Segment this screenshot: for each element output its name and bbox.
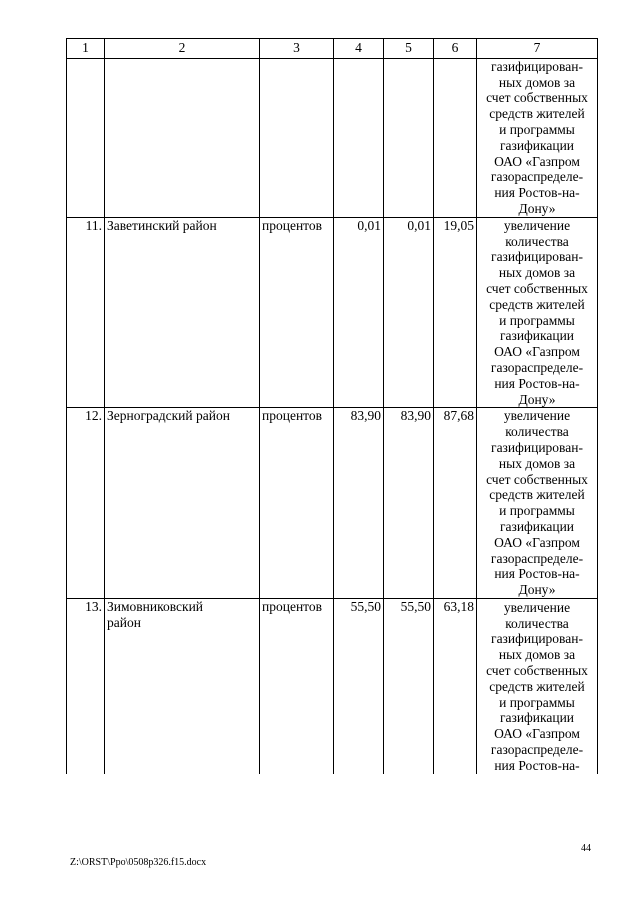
unit-cell: процентов — [260, 598, 334, 773]
note-line: и программы — [499, 121, 575, 137]
empty-cell — [67, 58, 105, 217]
header-cell: 6 — [434, 39, 477, 59]
district-name — [105, 408, 260, 599]
indicator-table — [66, 38, 598, 774]
header-cell: 5 — [384, 39, 434, 59]
note-line: увеличение — [503, 599, 571, 615]
note-line: газифицирован- — [491, 439, 583, 455]
note-line: ния Ростов-на- — [494, 185, 580, 201]
note-line: счет собственных — [486, 471, 588, 487]
empty-cell — [384, 58, 434, 217]
value-col4: 83,90 — [334, 408, 384, 599]
value-col6: 87,68 — [434, 408, 477, 599]
note-line: счет собственных — [486, 663, 588, 679]
note-line: газораспределе- — [490, 169, 584, 185]
empty-cell — [434, 58, 477, 217]
page-number: 44 — [581, 843, 591, 854]
note-line: ния Ростов-на- — [494, 375, 580, 391]
note-line: ных домов за — [498, 74, 576, 90]
note-line: Дону» — [518, 582, 556, 598]
table-row — [67, 217, 598, 408]
note-line: ных домов за — [498, 455, 576, 471]
district-name — [105, 217, 260, 408]
value-col6: 63,18 — [434, 598, 477, 773]
district-name — [105, 598, 260, 773]
note-line: ОАО «Газпром — [494, 534, 580, 550]
note-line: количества — [505, 233, 569, 249]
header-cell: 7 — [477, 39, 598, 59]
note-line: средств жителей — [489, 678, 585, 694]
note-line: и программы — [499, 312, 575, 328]
note-line: и программы — [499, 694, 575, 710]
note-line: газифицирован- — [491, 249, 583, 265]
note-cell — [477, 217, 598, 408]
header-cell: 2 — [105, 39, 260, 59]
table-row — [67, 408, 598, 599]
empty-cell — [105, 58, 260, 217]
value-col4: 55,50 — [334, 598, 384, 773]
note-line: ОАО «Газпром — [494, 153, 580, 169]
header-row — [67, 39, 598, 59]
note-line: средств жителей — [489, 106, 585, 122]
note-line: средств жителей — [489, 487, 585, 503]
note-line: счет собственных — [486, 280, 588, 296]
note-line: увеличение — [503, 408, 571, 424]
header-cell: 4 — [334, 39, 384, 59]
note-cell — [477, 408, 598, 599]
note-line: газификации — [499, 710, 575, 726]
note-line: ных домов за — [498, 647, 576, 663]
note-line: увеличение — [503, 217, 571, 233]
note-line: газификации — [499, 518, 575, 534]
row-number: 11. — [67, 217, 105, 408]
note-line: Дону» — [518, 391, 556, 407]
note-line: ных домов за — [498, 265, 576, 281]
value-col5: 83,90 — [384, 408, 434, 599]
note-line: Дону» — [518, 200, 556, 216]
unit-cell: процентов — [260, 408, 334, 599]
note-line: газифицирован- — [491, 58, 583, 74]
empty-cell — [334, 58, 384, 217]
table-row — [67, 598, 598, 773]
header-cell: 1 — [67, 39, 105, 59]
note-line: газификации — [499, 137, 575, 153]
district-name-line: Заветинский район — [107, 217, 217, 233]
note-line: количества — [505, 615, 569, 631]
table-row-continued — [67, 58, 598, 217]
value-col6: 19,05 — [434, 217, 477, 408]
value-col5: 0,01 — [384, 217, 434, 408]
note-cell — [477, 58, 598, 217]
note-line: и программы — [499, 503, 575, 519]
note-line: ния Ростов-на- — [494, 757, 580, 773]
note-line: ния Ростов-на- — [494, 566, 580, 582]
value-col4: 0,01 — [334, 217, 384, 408]
note-line: газораспределе- — [490, 550, 584, 566]
unit-cell: процентов — [260, 217, 334, 408]
district-name-line: Зимовниковский — [107, 598, 204, 614]
note-cell — [477, 598, 598, 773]
row-number: 12. — [67, 408, 105, 599]
district-name-line: район — [107, 614, 141, 630]
note-line: средств жителей — [489, 296, 585, 312]
note-line: газификации — [499, 328, 575, 344]
empty-cell — [260, 58, 334, 217]
district-name-line: Зерноградский район — [107, 408, 230, 424]
row-number: 13. — [67, 598, 105, 773]
file-path: Z:\ORST\Ppo\0508p326.f15.docx — [70, 857, 207, 868]
value-col5: 55,50 — [384, 598, 434, 773]
note-line: счет собственных — [486, 90, 588, 106]
note-line: газифицирован- — [491, 631, 583, 647]
note-line: количества — [505, 424, 569, 440]
note-line: ОАО «Газпром — [494, 344, 580, 360]
header-cell: 3 — [260, 39, 334, 59]
note-line: газораспределе- — [490, 359, 584, 375]
note-line: газораспределе- — [490, 742, 584, 758]
note-line: ОАО «Газпром — [494, 726, 580, 742]
